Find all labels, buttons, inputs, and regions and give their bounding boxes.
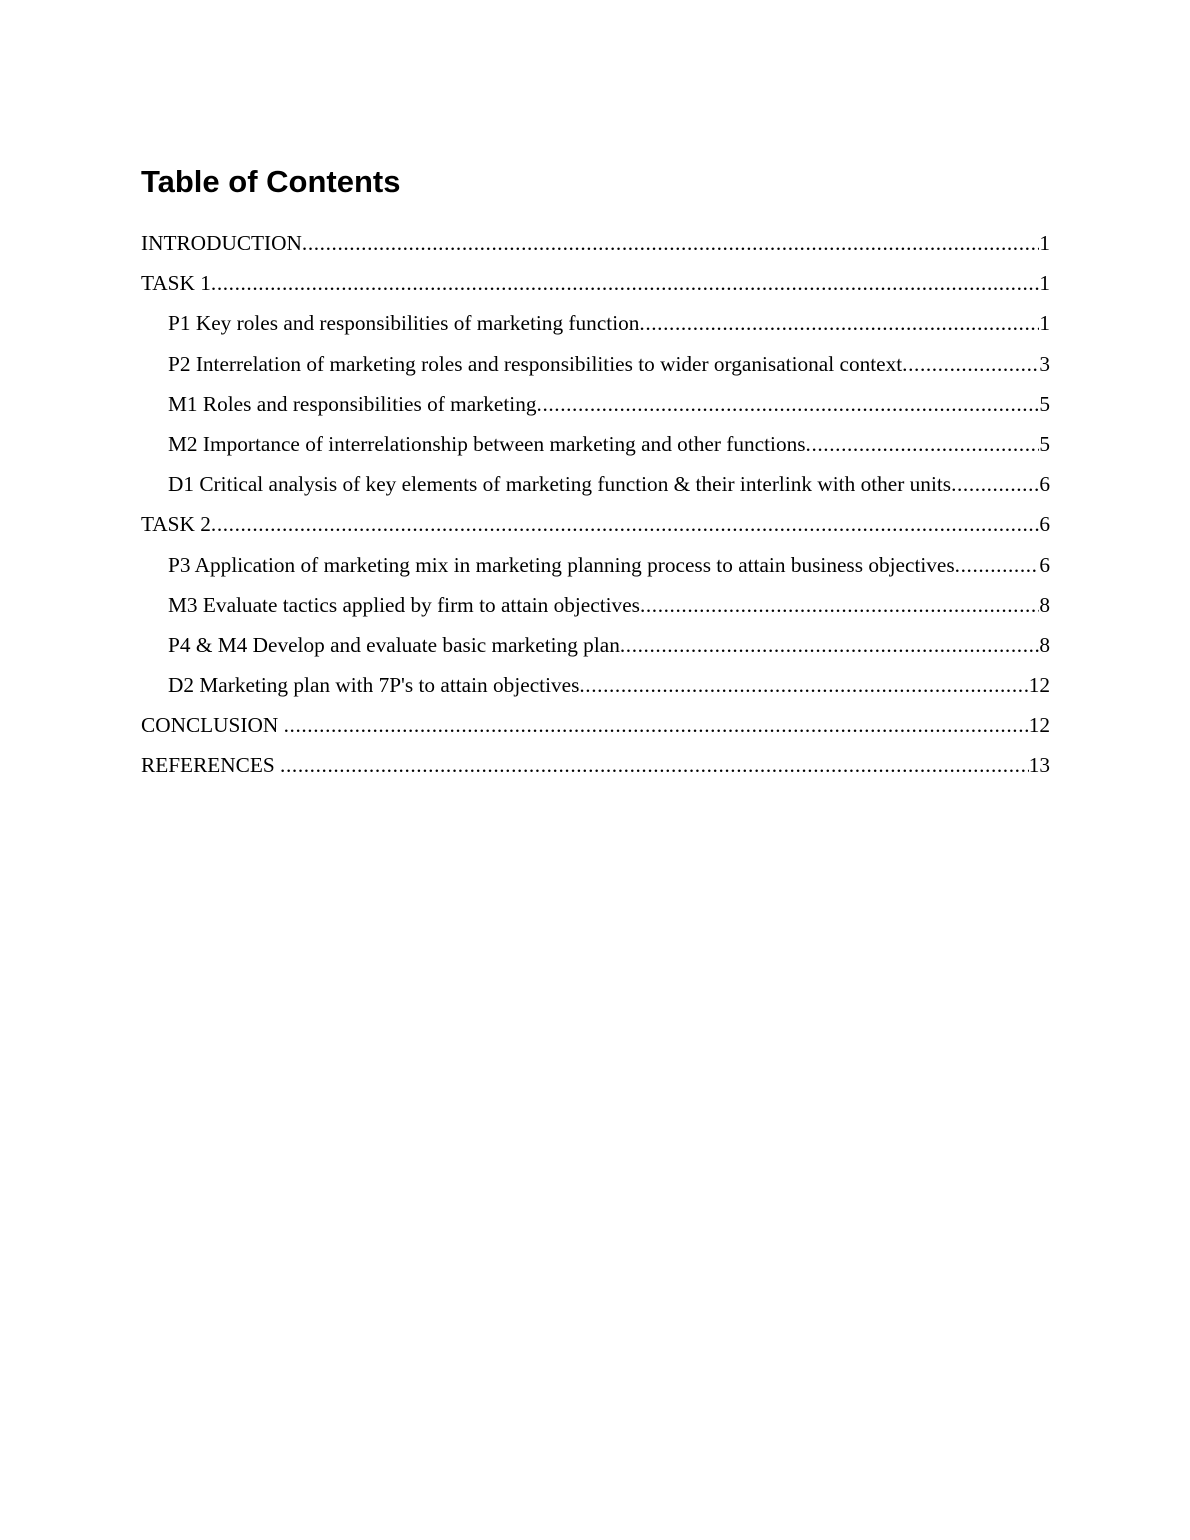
- toc-entry[interactable]: [141, 745, 1050, 785]
- toc-entry[interactable]: [141, 464, 1050, 504]
- toc-entry-text: INTRODUCTION: [141, 231, 302, 255]
- toc-page-number: 13: [1028, 753, 1050, 778]
- toc-page-number: 12: [1028, 713, 1050, 738]
- toc-entry-text: TASK 2: [141, 512, 211, 537]
- toc-title: Table of Contents: [141, 164, 401, 199]
- toc-dot-leader: [211, 263, 1039, 303]
- toc-entry[interactable]: [141, 705, 1050, 745]
- toc-entry-text: P1 Key roles and responsibilities of marketing function: [168, 311, 640, 336]
- toc-entry-text: M1 Roles and responsibilities of marketing: [168, 391, 537, 416]
- toc-entry[interactable]: [141, 384, 1050, 424]
- toc-entry-text: M3 Evaluate tactics applied by firm to attain objectives: [168, 592, 640, 617]
- toc-entry[interactable]: [141, 223, 1050, 263]
- toc-entry[interactable]: [141, 545, 1050, 585]
- toc-list: [141, 223, 1050, 786]
- toc-page-number: 12: [1028, 673, 1050, 698]
- toc-page-number: 1: [1039, 311, 1050, 336]
- toc-entry[interactable]: [141, 504, 1050, 544]
- toc-entry[interactable]: [141, 585, 1050, 625]
- toc-dot-leader: [280, 745, 1029, 785]
- toc-dot-leader: [579, 665, 1028, 705]
- toc-dot-leader: [302, 223, 1039, 263]
- toc-entry-text: D2 Marketing plan with 7P's to attain objectives: [168, 673, 580, 698]
- toc-page-number: 6: [1039, 552, 1050, 577]
- toc-entry[interactable]: [141, 625, 1050, 665]
- toc-dot-leader: [639, 303, 1039, 343]
- toc-dot-leader: [640, 585, 1039, 625]
- toc-entry-text: TASK 1: [141, 271, 211, 296]
- toc-entry[interactable]: [141, 344, 1050, 384]
- toc-entry-text: P4 & M4 Develop and evaluate basic marketing plan: [168, 632, 620, 657]
- toc-page-number: 8: [1039, 632, 1050, 657]
- toc-entry[interactable]: [141, 424, 1050, 464]
- toc-entry-text: REFERENCES: [141, 753, 281, 778]
- toc-page-number: 6: [1039, 472, 1050, 497]
- toc-page-number: 6: [1039, 512, 1050, 537]
- toc-dot-leader: [537, 384, 1040, 424]
- toc-entry-text: D1 Critical analysis of key elements of marketing function & their interlink with other units: [168, 472, 952, 497]
- toc-dot-leader: [284, 705, 1029, 745]
- toc-entry[interactable]: [141, 665, 1050, 705]
- toc-entry[interactable]: [141, 263, 1050, 303]
- toc-entry-text: M2 Importance of interrelationship between marketing and other functions: [168, 431, 806, 456]
- toc-entry-text: P2 Interrelation of marketing roles and responsibilities to wider organisational context: [168, 351, 903, 376]
- toc-page-number: 5: [1039, 431, 1050, 456]
- toc-dot-leader: [211, 504, 1039, 544]
- toc-page-number: 8: [1039, 592, 1050, 617]
- toc-entry-text: CONCLUSION: [141, 713, 284, 738]
- toc-dot-leader: [902, 344, 1039, 384]
- toc-page-number: 5: [1039, 391, 1050, 416]
- toc-page-number: 1: [1039, 231, 1050, 255]
- toc-dot-leader: [955, 545, 1040, 585]
- toc-entry[interactable]: [141, 303, 1050, 343]
- toc-dot-leader: [620, 625, 1040, 665]
- toc-page-number: 3: [1039, 351, 1050, 376]
- toc-dot-leader: [806, 424, 1040, 464]
- toc-entry-text: P3 Application of marketing mix in marketing planning process to attain business objectives: [168, 552, 955, 577]
- toc-page-number: 1: [1039, 271, 1050, 296]
- toc-dot-leader: [951, 464, 1039, 504]
